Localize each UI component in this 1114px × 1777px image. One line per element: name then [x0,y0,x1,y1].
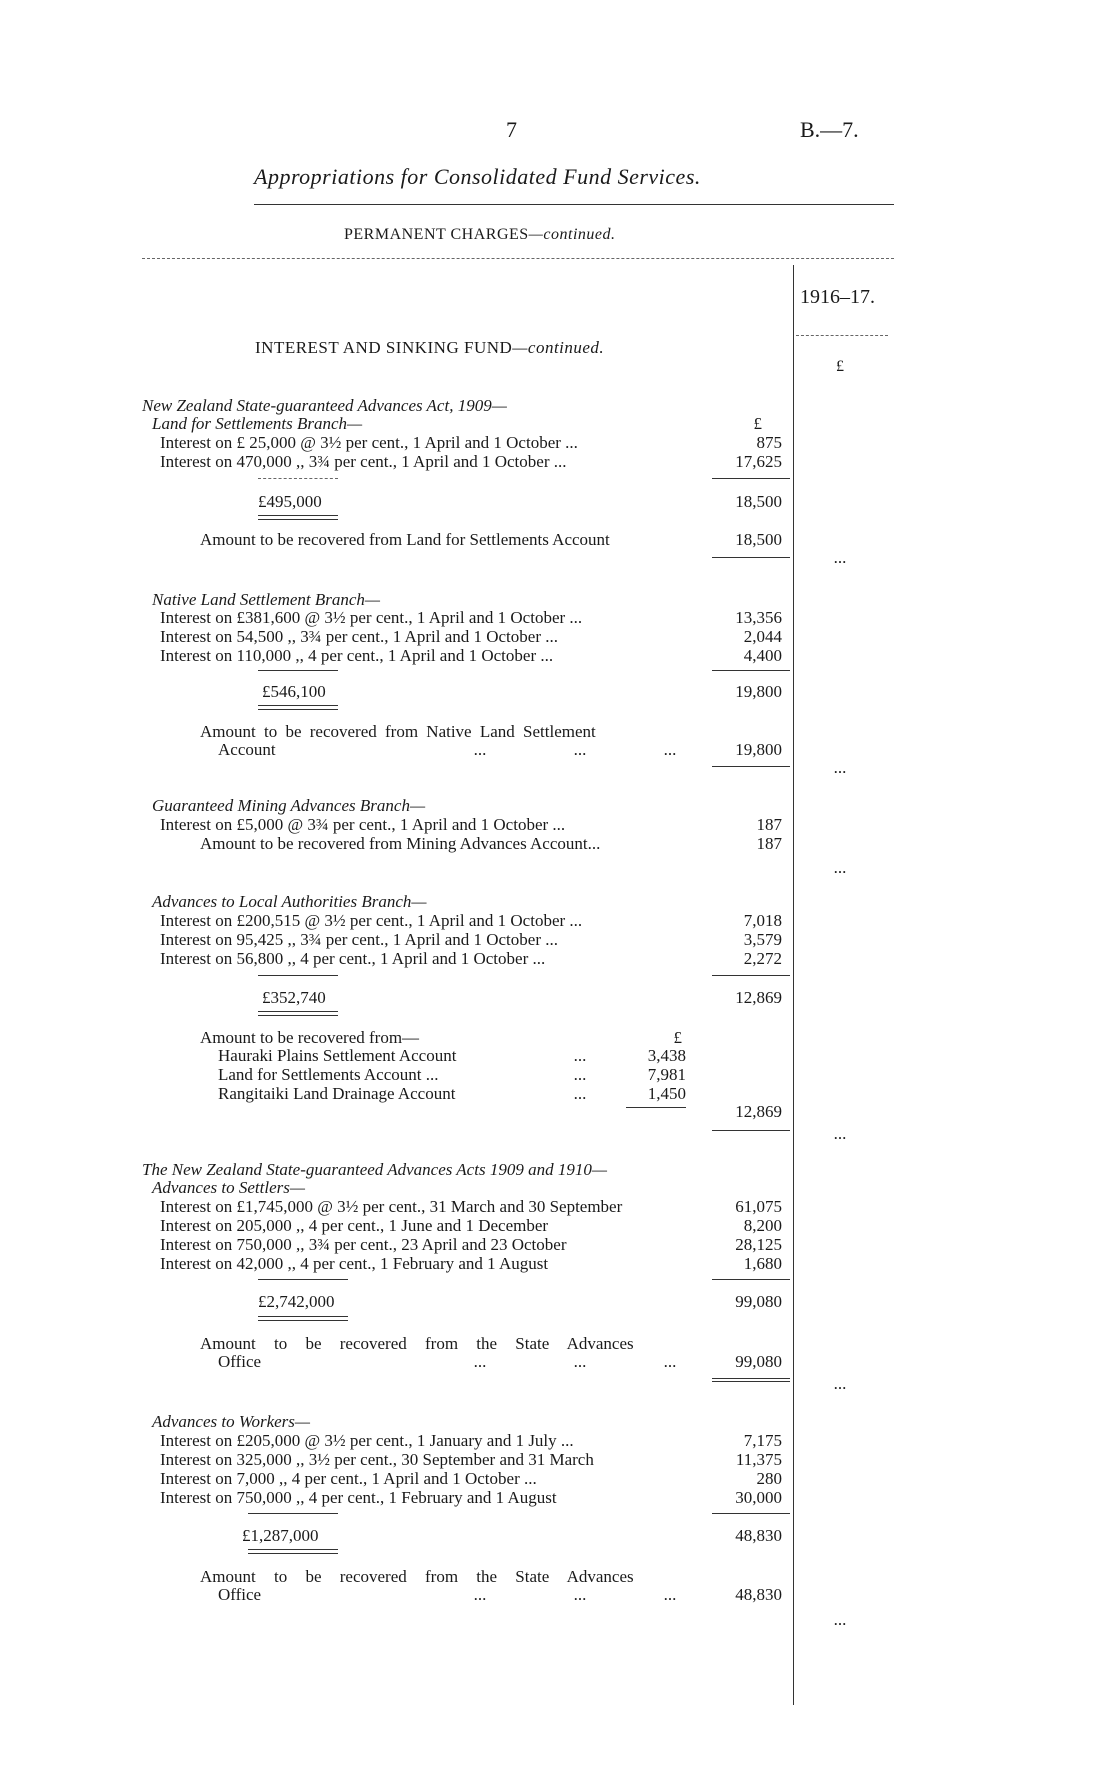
s6-line-1: Interest on £205,000 @ 3½ per cent., 1 January and 1 July ... [160,1431,574,1450]
s3-line-1-amount: 187 [756,815,782,834]
s6-line-3-amount: 280 [756,1469,782,1488]
s6-recover-dots-1: ... [473,1585,487,1604]
s4-recovery-3-name: Rangitaiki Land Drainage Account [218,1084,456,1103]
s3-recover-text: Amount to be recovered from Mining Advances Account... [200,834,601,853]
s2-recover-dots-1: ... [473,740,487,759]
s6-line-4: Interest on 750,000 ,, 4 per cent., 1 February and 1 August [160,1488,557,1507]
s6-line-2-amount: 11,375 [735,1450,782,1469]
s4-year-dots: ... [833,1124,847,1143]
s6-line-1-amount: 7,175 [743,1431,782,1450]
s4-line-1-amount: 7,018 [743,911,782,930]
s1-recover-amount: 18,500 [735,530,782,549]
s6-recover-amount: 48,830 [735,1585,782,1604]
s2-recover-line-2: Account [218,740,276,759]
s4-principal-double-rule [258,1011,338,1016]
page-code: B.—7. [800,117,859,142]
s5-recover-amount: 99,080 [735,1352,782,1371]
s1-principal-rule [258,478,338,479]
s3-line-1: Interest on £5,000 @ 3¾ per cent., 1 April and 1 October ... [160,815,566,834]
s4-line-2-amount: 3,579 [743,930,782,949]
s2-recover-rule [712,766,790,767]
year-header-rule [796,335,888,336]
page-number: 7 [506,117,517,142]
s2-subtitle: Native Land Settlement Branch— [152,590,381,609]
s6-subtitle: Advances to Workers— [152,1412,311,1431]
s6-principal-double-rule [248,1549,338,1554]
section-heading-main: INTEREST AND SINKING FUND [255,338,513,357]
s3-subtitle: Guaranteed Mining Advances Branch— [152,796,426,815]
s4-line-2: Interest on 95,425 ,, 3¾ per cent., 1 April and 1 October ... [160,930,558,949]
permanent-charges-main: PERMANENT CHARGES [344,226,529,243]
s4-recoveries-rule [626,1107,686,1108]
s4-line-3: Interest on 56,800 ,, 4 per cent., 1 April and 1 October ... [160,949,546,968]
s2-line-1-amount: 13,356 [735,608,782,627]
s6-recover-line-2: Office [218,1585,262,1604]
year-column-divider [793,265,794,1705]
s1-currency: £ [753,414,762,433]
s4-amount-rule [712,975,790,976]
s6-total: 48,830 [735,1526,782,1545]
title-rule [254,204,894,205]
s2-line-3: Interest on 110,000 ,, 4 per cent., 1 April and 1 October ... [160,646,554,665]
s5-line-2: Interest on 205,000 ,, 4 per cent., 1 June and 1 December [160,1216,549,1235]
s2-year-dots: ... [833,758,847,777]
s5-line-3-amount: 28,125 [735,1235,782,1254]
s1-line-1: Interest on £ 25,000 @ 3½ per cent., 1 April and 1 October ... [160,433,578,452]
s5-line-4-amount: 1,680 [743,1254,782,1273]
s5-recover-dots-1: ... [473,1352,487,1371]
s5-line-3: Interest on 750,000 ,, 3¾ per cent., 23 April and 23 October [160,1235,567,1254]
s2-recover-dots-3: ... [663,740,677,759]
permanent-charges-heading [344,225,616,244]
s5-principal-double-rule [258,1316,348,1321]
section-heading [255,338,604,357]
s5-recover-rule-bottom [712,1381,790,1382]
s4-recovery-2-dots: ... [573,1065,587,1084]
s2-total: 19,800 [735,682,782,701]
s2-total-principal: £546,100 [262,682,326,701]
s4-recovery-1-amount: 3,438 [647,1046,686,1065]
page-title: Appropriations for Consolidated Fund Services. [254,164,701,189]
s5-line-2-amount: 8,200 [743,1216,782,1235]
s2-principal-rule [258,670,338,671]
s4-recovery-3-amount: 1,450 [647,1084,686,1103]
s2-line-2-amount: 2,044 [743,627,782,646]
s1-total: 18,500 [735,492,782,511]
s1-recover-rule [712,557,790,558]
s5-year-dots: ... [833,1374,847,1393]
section-heading-continued: —continued. [512,338,605,357]
s5-recover-line-2: Office [218,1352,262,1371]
s5-line-1: Interest on £1,745,000 @ 3½ per cent., 31 March and 30 September [160,1197,623,1216]
s3-year-dots: ... [833,858,847,877]
s6-total-principal: £1,287,000 [242,1526,319,1545]
s1-title: New Zealand State-guaranteed Advances Act, 1909— [142,396,507,415]
s5-recover-line-1: Amount to be recovered from the State Advances [200,1334,634,1353]
s5-subtitle: Advances to Settlers— [152,1178,305,1197]
s3-recover-amount: 187 [756,834,782,853]
s6-recover-line-1: Amount to be recovered from the State Advances [200,1567,634,1586]
s6-line-4-amount: 30,000 [735,1488,782,1507]
s4-recovery-1-name: Hauraki Plains Settlement Account [218,1046,457,1065]
s4-recover-head: Amount to be recovered from— [200,1028,420,1047]
s4-subtitle: Advances to Local Authorities Branch— [152,892,427,911]
s2-recover-amount: 19,800 [735,740,782,759]
s4-recovery-2-amount: 7,981 [647,1065,686,1084]
s4-recovery-2-name: Land for Settlements Account ... [218,1065,439,1084]
s2-recover-dots-2: ... [573,740,587,759]
s6-recover-dots-2: ... [573,1585,587,1604]
s1-principal-double-rule [258,515,338,520]
s1-recover-text: Amount to be recovered from Land for Settlements Account [200,530,610,549]
s1-line-1-amount: 875 [756,433,782,452]
s1-total-principal: £495,000 [258,492,322,511]
s5-recover-dots-2: ... [573,1352,587,1371]
heading-rule [142,258,894,259]
s1-line-2-amount: 17,625 [735,452,782,471]
s1-line-2: Interest on 470,000 ,, 3¾ per cent., 1 April and 1 October ... [160,452,567,471]
s1-amount-rule [712,478,790,479]
s4-line-1: Interest on £200,515 @ 3½ per cent., 1 April and 1 October ... [160,911,583,930]
s6-year-dots: ... [833,1610,847,1629]
s4-recover-total-rule [712,1130,790,1131]
s5-amount-rule [712,1279,790,1280]
s6-recover-dots-3: ... [663,1585,677,1604]
s4-recover-currency: £ [673,1028,682,1047]
s4-recover-total: 12,869 [735,1102,782,1121]
s4-total: 12,869 [735,988,782,1007]
s2-line-1: Interest on £381,600 @ 3½ per cent., 1 April and 1 October ... [160,608,583,627]
s4-line-3-amount: 2,272 [743,949,782,968]
s6-amount-rule [712,1513,790,1514]
s4-principal-rule [258,975,338,976]
s6-principal-rule [248,1513,338,1514]
s2-line-2: Interest on 54,500 ,, 3¾ per cent., 1 April and 1 October ... [160,627,558,646]
s1-year-dots: ... [833,548,847,567]
s4-total-principal: £352,740 [262,988,326,1007]
permanent-charges-continued: —continued. [528,226,616,243]
s2-line-3-amount: 4,400 [743,646,782,665]
s5-recover-rule-top [712,1378,790,1379]
s5-principal-rule [258,1279,348,1280]
s5-line-4: Interest on 42,000 ,, 4 per cent., 1 February and 1 August [160,1254,549,1273]
s5-recover-dots-3: ... [663,1352,677,1371]
s2-amount-rule [712,670,790,671]
s1-subtitle: Land for Settlements Branch— [152,414,363,433]
s2-principal-double-rule [258,705,338,710]
year-currency-symbol: £ [836,358,844,375]
s5-line-1-amount: 61,075 [735,1197,782,1216]
s5-total: 99,080 [735,1292,782,1311]
s4-recovery-3-dots: ... [573,1084,587,1103]
year-column-header: 1916–17. [800,286,875,308]
s5-title: The New Zealand State-guaranteed Advances Acts 1909 and 1910— [142,1160,607,1179]
s2-recover-line-1: Amount to be recovered from Native Land Settlement [200,722,596,741]
s6-line-2: Interest on 325,000 ,, 3½ per cent., 30 September and 31 March [160,1450,594,1469]
s4-recovery-1-dots: ... [573,1046,587,1065]
s5-total-principal: £2,742,000 [258,1292,335,1311]
s6-line-3: Interest on 7,000 ,, 4 per cent., 1 April and 1 October ... [160,1469,537,1488]
